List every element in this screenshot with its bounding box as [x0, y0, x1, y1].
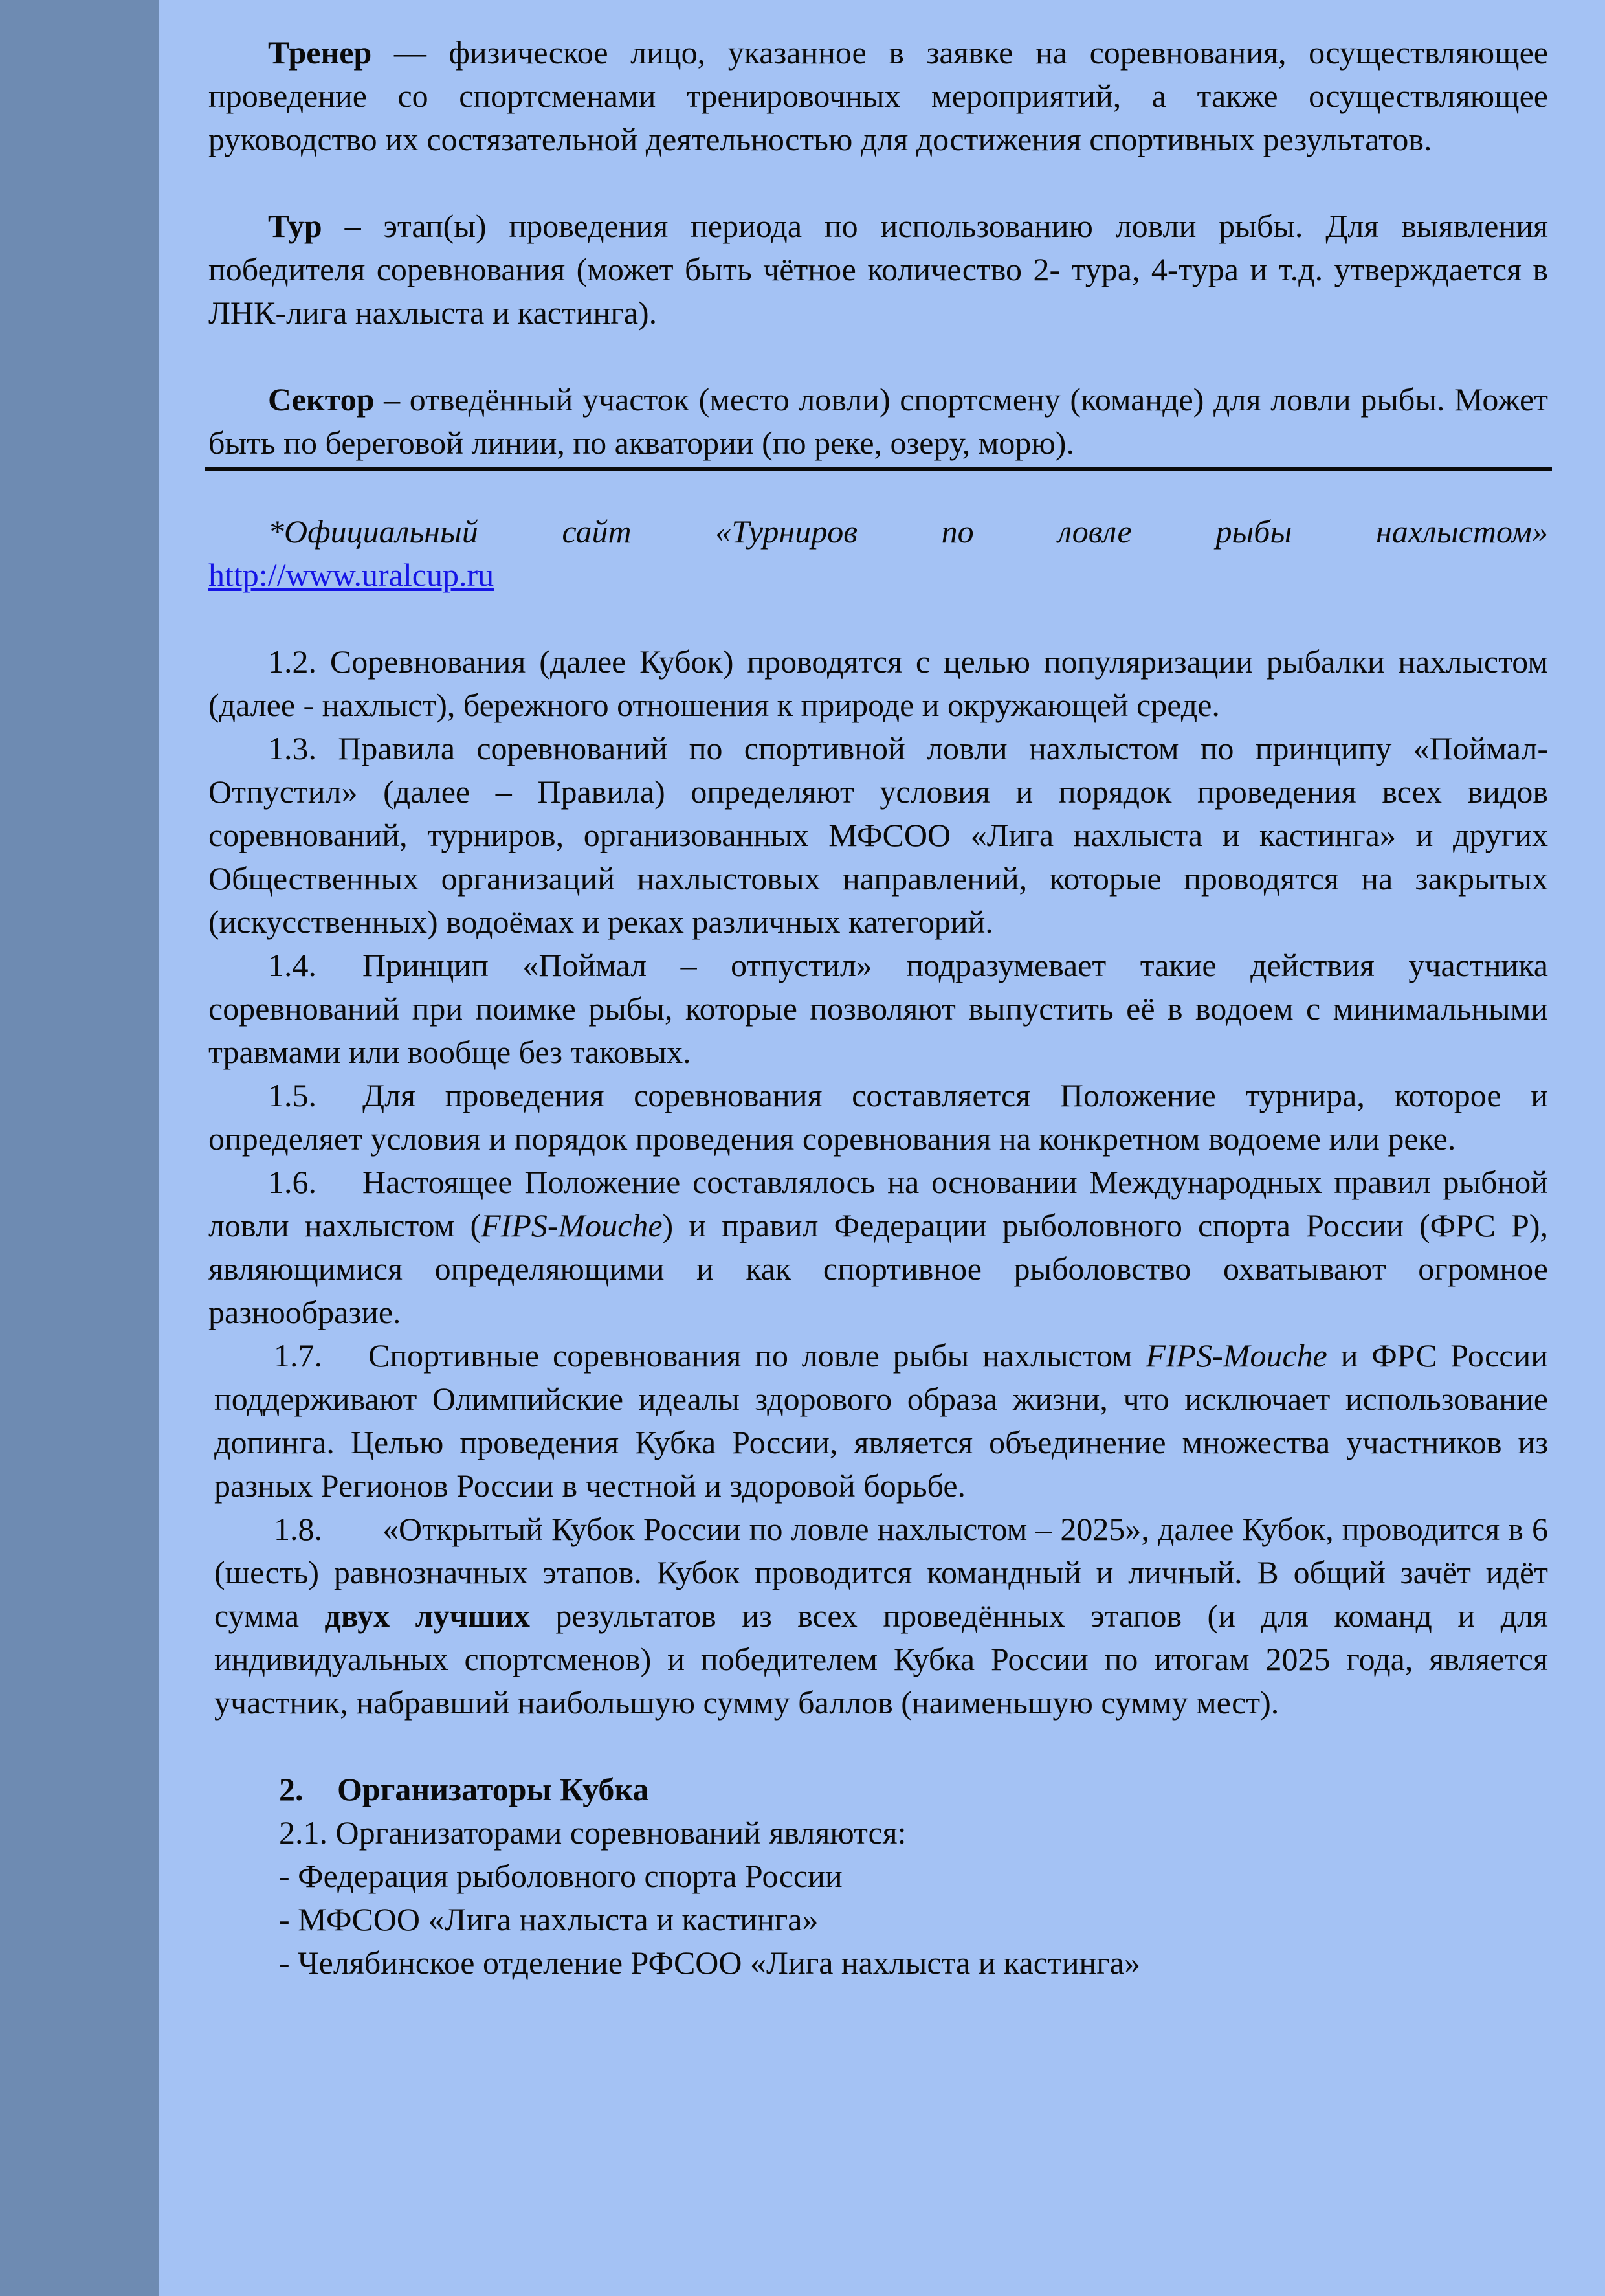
definition-text: отведённый участок (место ловли) спортсмену (команде) для ловли рыбы. Может быть по береговой линии, по акватории (по реке, озеру, морю). [208, 381, 1549, 461]
page-side-margin [0, 0, 159, 2296]
clause-1-4: 1.4. Принцип «Поймал – отпустил» подразумевает такие действия участника соревнований при поимке рыбы, которые позволяют выпустить её в водоем с минимальными травмами или вообще без таковых. [208, 947, 1548, 1070]
definition-text: этап(ы) проведения периода по использованию ловли рыбы. Для выявления победителя соревнования (может быть чётное количество 2- тура, 4-тура и т.д. утверждается в ЛНК-лига нахлыста и кастинга). [208, 208, 1549, 331]
definition-sector: Сектор – отведённый участок (место ловли) спортсмену (команде) для ловли рыбы. Может быть по береговой линии, по акватории (по реке, озеру, морю). [208, 381, 1549, 461]
official-site-note [208, 510, 1548, 553]
organizer-item: - Федерация рыболовного спорта России [279, 1858, 843, 1894]
clause-1-6: 1.6. Настоящее Положение составлялось на основании Международных правил рыбной ловли нахлыстом (FIPS-Mouche) и правил Федерации рыболовного спорта России (ФРС Р), являющимися определяющими и как спортивное рыболовство охватывают огромное разнообразие. [208, 1164, 1549, 1330]
clause-1-8: 1.8. «Открытый Кубок России по ловле нахлыстом – 2025», далее Кубок, проводится в 6 (шесть) равнозначных этапов. Кубок проводится командный и личный. В общий зачёт идёт сумма двух лучших результатов из всех проведённых этапов (и для команд и для индивидуальных спортсменов) и победителем Кубка России по итогам 2025 года, является участник, набравший наибольшую сумму баллов (наименьшую сумму мест). [214, 1511, 1549, 1721]
definition-trainer: Тренер — физическое лицо, указанное в заявке на соревнования, осуществляющее проведение со спортсменами тренировочных мероприятий, а также осуществляющее руководство их состязательной деятельностью для достижения спортивных результатов. [208, 34, 1548, 157]
definition-term: Тур [268, 208, 322, 244]
official-site-link[interactable]: http://www.uralcup.ru [208, 557, 494, 593]
section-2-heading: 2. Организаторы Кубка [279, 1771, 649, 1807]
definition-tour: Тур – этап(ы) проведения периода по использованию ловли рыбы. Для выявления победителя соревнования (может быть чётное количество 2- тура, 4-тура и т.д. утверждается в ЛНК-лига нахлыста и кастинга). [208, 208, 1549, 331]
definition-term: Тренер [268, 34, 372, 71]
organizer-item: - Челябинское отделение РФСОО «Лига нахлыста и кастинга» [279, 1945, 1140, 1981]
definition-term: Сектор [268, 381, 375, 418]
clause-1-3: 1.3. Правила соревнований по спортивной ловли нахлыстом по принципу «Поймал-Отпустил» (далее – Правила) определяют условия и порядок проведения всех видов соревнований, турниров, организованных МФСОО «Лига нахлыста и кастинга» и других Общественных организаций нахлыстовых направлений, которые проводятся на закрытых (искусственных) водоёмах и реках различных категорий. [208, 730, 1549, 940]
clause-1-7: 1.7. Спортивные соревнования по ловле рыбы нахлыстом FIPS-Mouche и ФРС России поддерживают Олимпийские идеалы здорового образа жизни, что исключает использование допинга. Целью проведения Кубка России, является объединение множества участников из разных Регионов России в честной и здоровой борьбе. [214, 1337, 1548, 1504]
section-2-intro: 2.1. Организаторами соревнований являются: [279, 1814, 907, 1851]
official-site-label: *Официальный сайт «Турниров по ловле рыбы нахлыстом» [268, 513, 1548, 550]
definition-text: физическое лицо, указанное в заявке на соревнования, осуществляющее проведение со спортсменами тренировочных мероприятий, а также осуществляющее руководство их состязательной деятельностью для достижения спортивных результатов. [208, 34, 1548, 157]
document-page [208, 31, 1548, 1985]
clause-1-5: 1.5. Для проведения соревнования составляется Положение турнира, которое и определяет условия и порядок проведения соревнования на конкретном водоеме или реке. [208, 1077, 1548, 1157]
clause-1-2: 1.2. Соревнования (далее Кубок) проводятся с целью популяризации рыбалки нахлыстом (далее - нахлыст), бережного отношения к природе и окружающей среде. [208, 643, 1548, 723]
organizer-item: - МФСОО «Лига нахлыста и кастинга» [279, 1901, 819, 1937]
